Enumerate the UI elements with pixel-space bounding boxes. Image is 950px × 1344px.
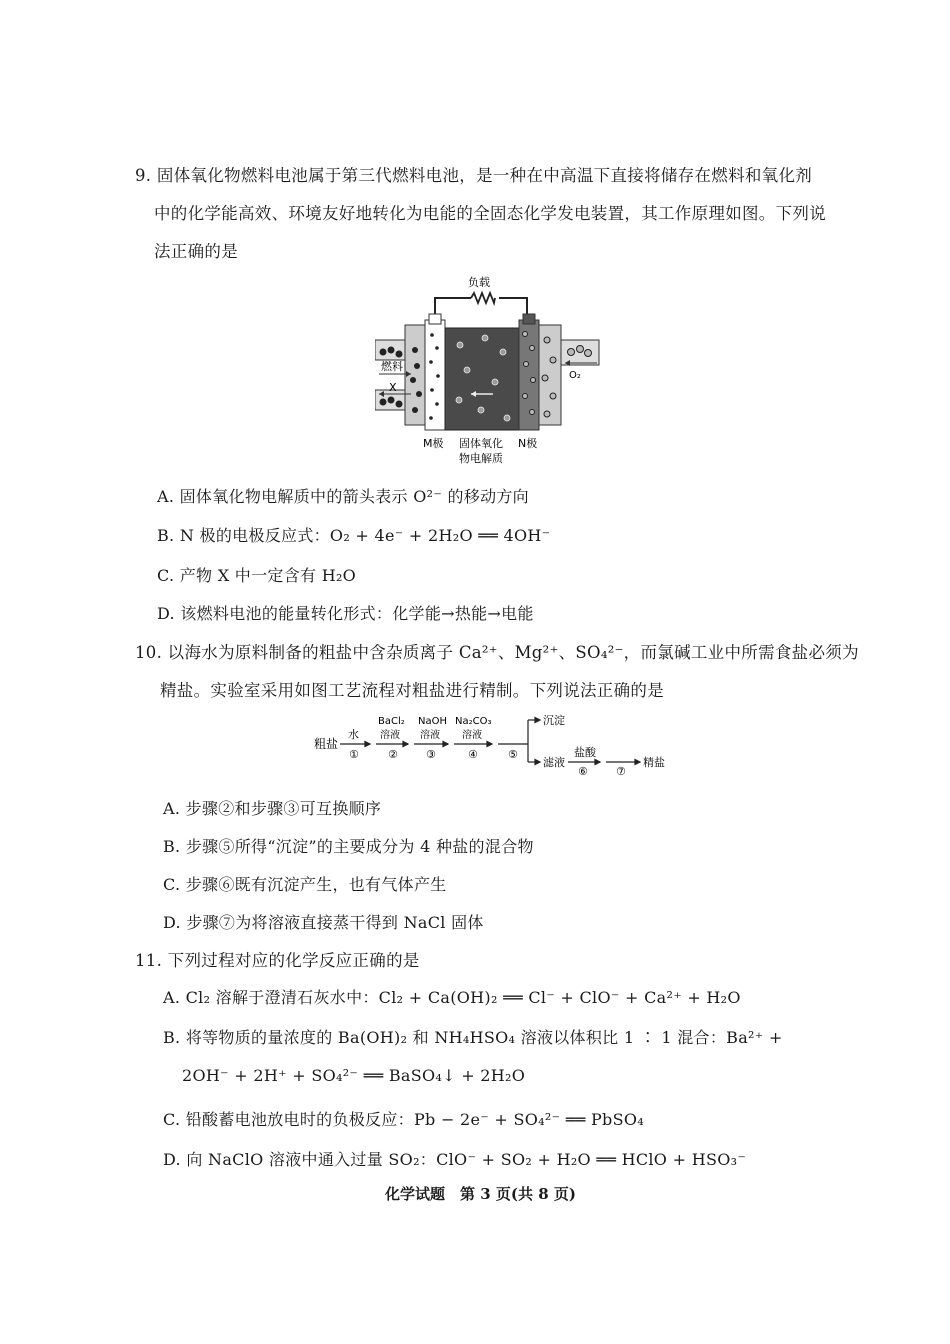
q9-stem-line3: 法正确的是 <box>154 242 238 261</box>
q9-option-a: A. 固体氧化物电解质中的箭头表示 O²⁻ 的移动方向 <box>157 487 529 506</box>
load-label: 负载 <box>468 276 490 289</box>
flow-step3-reagent1: NaOH <box>418 716 447 727</box>
q11-option-d: D. 向 NaClO 溶液中通入过量 SO₂：ClO⁻ + SO₂ + H₂O ══ HClO + HSO₃⁻ <box>163 1150 747 1169</box>
fuel-cell-diagram <box>375 270 600 470</box>
x-label: X <box>389 381 397 394</box>
q11-stem: 11. 下列过程对应的化学反应正确的是 <box>135 951 420 970</box>
q10-option-d: D. 步骤⑦为将溶液直接蒸干得到 NaCl 固体 <box>163 913 484 932</box>
q10-option-a: A. 步骤②和步骤③可互换顺序 <box>163 799 382 818</box>
q10-option-b: B. 步骤⑤所得“沉淀”的主要成分为 4 种盐的混合物 <box>163 837 534 856</box>
load-resistor-icon <box>471 293 495 303</box>
flow-end: 精盐 <box>643 756 665 769</box>
flow-step6-num: ⑥ <box>578 765 588 778</box>
flow-step3-num: ③ <box>426 748 436 761</box>
q9-option-c: C. 产物 X 中一定含有 H₂O <box>157 566 357 585</box>
m-electrode-label: M极 <box>423 437 444 450</box>
flow-start: 粗盐 <box>314 737 339 751</box>
q10-stem-line2: 精盐。实验室采用如图工艺流程对粗盐进行精制。下列说法正确的是 <box>160 681 664 700</box>
q11-option-b-line2: 2OH⁻ + 2H⁺ + SO₄²⁻ ══ BaSO₄↓ + 2H₂O <box>182 1066 526 1085</box>
flow-step5-num: ⑤ <box>508 748 518 761</box>
flow-step2-reagent1: BaCl₂ <box>378 716 405 727</box>
q10-stem-line1: 10. 以海水为原料制备的粗盐中含杂质离子 Ca²⁺、Mg²⁺、SO₄²⁻，而氯碱工业中所需食盐必须为 <box>135 643 859 662</box>
page-footer: 化学试题 第 3 页(共 8 页) <box>385 1185 576 1203</box>
flow-step7-num: ⑦ <box>616 765 626 778</box>
flow-step2-reagent2: 溶液 <box>380 730 400 741</box>
flow-step1-reagent: 水 <box>348 728 359 741</box>
flow-step4-reagent1: Na₂CO₃ <box>455 716 492 727</box>
q11-option-c: C. 铅酸蓄电池放电时的负极反应：Pb − 2e⁻ + SO₄²⁻ ══ PbSO₄ <box>163 1110 644 1129</box>
q9-stem-line2: 中的化学能高效、环境友好地转化为电能的全固态化学发电装置，其工作原理如图。下列说 <box>154 204 826 223</box>
flow-step1-num: ① <box>349 748 359 761</box>
o2-label: O₂ <box>569 370 581 381</box>
electrolyte-label-1: 固体氧化 <box>459 437 503 450</box>
flow-step4-num: ④ <box>468 748 478 761</box>
q10-option-c: C. 步骤⑥既有沉淀产生，也有气体产生 <box>163 875 447 894</box>
q11-option-a: A. Cl₂ 溶解于澄清石灰水中：Cl₂ + Ca(OH)₂ ══ Cl⁻ + ClO⁻ + Ca²⁺ + H₂O <box>163 988 741 1007</box>
q9-option-b: B. N 极的电极反应式：O₂ + 4e⁻ + 2H₂O ══ 4OH⁻ <box>157 526 551 545</box>
flow-precipitate: 沉淀 <box>543 714 565 727</box>
purification-flowchart <box>310 712 680 778</box>
flow-step2-num: ② <box>388 748 398 761</box>
fuel-label: 燃料 <box>381 360 403 373</box>
flow-step6-reagent: 盐酸 <box>574 746 596 759</box>
n-electrode-label: N极 <box>518 437 538 450</box>
flow-step4-reagent2: 溶液 <box>462 730 482 741</box>
flow-filtrate: 滤液 <box>543 756 565 769</box>
electrolyte-label-2: 物电解质 <box>459 452 503 465</box>
q11-option-b-line1: B. 将等物质的量浓度的 Ba(OH)₂ 和 NH₄HSO₄ 溶液以体积比 1 ∶ 1 混合：Ba²⁺ + <box>163 1028 783 1047</box>
flow-step3-reagent2: 溶液 <box>420 730 440 741</box>
q9-option-d: D. 该燃料电池的能量转化形式：化学能→热能→电能 <box>157 604 534 623</box>
q9-stem-line1: 9. 固体氧化物燃料电池属于第三代燃料电池，是一种在中高温下直接将储存在燃料和氧化剂 <box>135 166 813 185</box>
